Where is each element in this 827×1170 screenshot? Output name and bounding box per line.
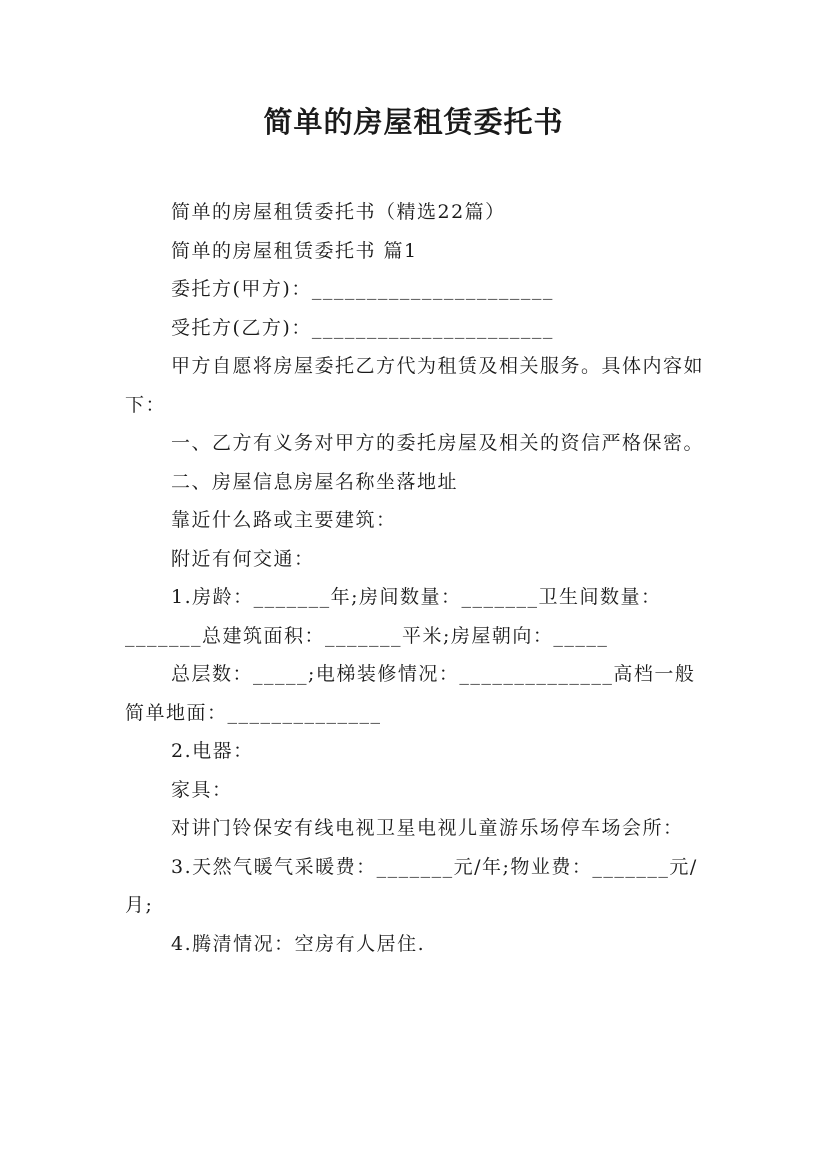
document-title: 简单的房屋租赁委托书	[263, 105, 564, 139]
paragraph-item-2-appliances: 2.电器：	[171, 740, 254, 762]
paragraph-nearby-transport: 附近有何交通：	[171, 547, 315, 570]
paragraph-heading-article-1: 简单的房屋租赁委托书 篇1	[171, 239, 418, 262]
paragraph-party-b: 受托方(乙方)：______________________	[171, 316, 554, 339]
paragraph-intro: 甲方自愿将房屋委托乙方代为租赁及相关服务。具体内容如下：	[125, 355, 705, 416]
paragraph-item-4-vacancy: 4.腾清情况：空房有人居住.	[171, 932, 426, 955]
paragraph-facilities: 对讲门铃保安有线电视卫星电视儿童游乐场停车场会所：	[171, 817, 684, 839]
paragraph-floors-elevator: 总层数：_____;电梯装修情况：______________高档一般简单地面：______________	[125, 663, 696, 724]
document-body	[125, 193, 705, 963]
paragraph-clause-1: 一、乙方有义务对甲方的委托房屋及相关的资信严格保密。	[171, 432, 705, 454]
paragraph-clause-2: 二、房屋信息房屋名称坐落地址	[171, 470, 459, 493]
paragraph-heading-collection: 简单的房屋租赁委托书（精选22篇）	[171, 201, 506, 223]
paragraph-item-1-house-age: 1.房龄：_______年;房间数量：_______卫生间数量：_______总建筑面积：_______平米;房屋朝向：_____	[125, 586, 662, 647]
paragraph-furniture: 家具：	[171, 778, 233, 801]
paragraph-party-a: 委托方(甲方)：______________________	[171, 278, 554, 300]
paragraph-nearby-road: 靠近什么路或主要建筑：	[171, 509, 397, 531]
paragraph-item-3-fees: 3.天然气暖气采暖费：_______元/年;物业费：_______元/月;	[125, 855, 698, 916]
